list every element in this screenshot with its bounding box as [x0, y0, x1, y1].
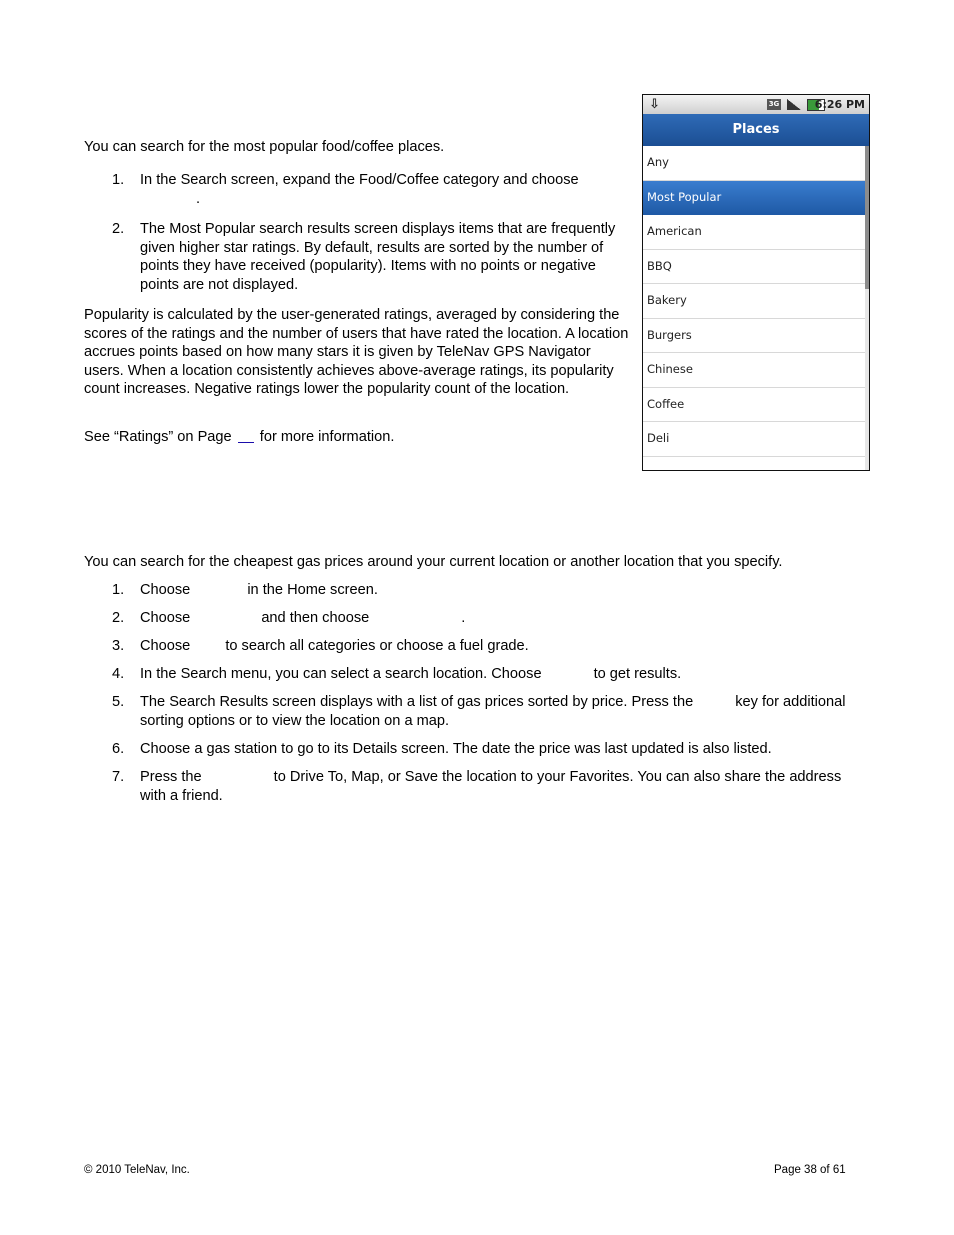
place-item-american[interactable]: American — [643, 215, 865, 250]
place-item-most-popular[interactable]: Most Popular — [643, 181, 865, 216]
step-number: 1. — [112, 582, 125, 598]
places-title-bar: Places — [643, 114, 869, 146]
network-3g-icon: 3G — [768, 100, 780, 108]
step-text-part: . — [461, 610, 466, 626]
places-list — [643, 146, 865, 457]
gas-intro-paragraph: You can search for the cheapest gas prices around your current location or another location that you specify. — [84, 554, 783, 570]
step-number: 3. — [112, 638, 125, 654]
status-clock: 6:26 PM — [814, 98, 865, 111]
see-ratings-text-after: for more information. — [259, 429, 395, 445]
step-text-part: to Drive To, Map, or Save the location to your Favorites. You can also share the address — [273, 769, 842, 785]
popularity-paragraph: Popularity is calculated by the user-generated ratings, averaged by considering the scores of the ratings and the number of users that have rated the location. A location accrues points based on how many stars it is given by TeleNav GPS Navigator users. When a location consistently achieves above-average ratings, its popularity count increases. Negative ratings lower the popularity count of the location. — [84, 307, 629, 397]
step-text-part: Press the — [140, 769, 202, 785]
step-text — [140, 637, 858, 656]
step-number: 7. — [112, 769, 125, 785]
place-item-coffee[interactable]: Coffee — [643, 388, 865, 423]
step-text — [140, 581, 858, 600]
scrollbar-thumb[interactable] — [865, 146, 869, 289]
step-text — [140, 768, 858, 805]
step-text-part: with a friend. — [140, 787, 223, 804]
footer-copyright: © 2010 TeleNav, Inc. — [84, 1164, 190, 1176]
step-text-part: key for additional — [735, 694, 846, 710]
food-intro-paragraph: You can search for the most popular food/coffee places. — [84, 139, 445, 155]
page-reference-link[interactable] — [238, 428, 254, 443]
step-text — [140, 665, 858, 684]
step-text-part: to get results. — [593, 666, 682, 682]
footer-page-number: Page 38 of 61 — [774, 1164, 846, 1176]
status-bar — [643, 95, 869, 114]
step-text-part: and then choose — [261, 610, 370, 626]
place-item-bakery[interactable]: Bakery — [643, 284, 865, 319]
step-number: 1. — [112, 172, 125, 188]
step-text-part: Choose — [140, 582, 191, 598]
step-text-part: Choose — [140, 610, 191, 626]
step-text-line: In the Search screen, expand the Food/Coffee category and choose — [140, 172, 579, 188]
place-item-bbq[interactable]: BBQ — [643, 250, 865, 285]
see-ratings-text: See “Ratings” on Page — [84, 429, 232, 445]
step-text-part: in the Home screen. — [247, 582, 378, 598]
step-text — [140, 171, 620, 208]
step-text — [140, 693, 858, 730]
places-phone-screenshot — [642, 94, 870, 471]
download-icon: ⇩ — [649, 97, 660, 112]
place-item-chinese[interactable]: Chinese — [643, 353, 865, 388]
step-number: 6. — [112, 741, 125, 757]
place-item-deli[interactable]: Deli — [643, 422, 865, 457]
step-number: 2. — [112, 610, 125, 626]
place-item-burgers[interactable]: Burgers — [643, 319, 865, 354]
step-text-part: sorting options or to view the location on a map. — [140, 712, 450, 729]
step-number: 2. — [112, 221, 125, 237]
step-text-part: Choose — [140, 638, 191, 654]
step-text-part: In the Search menu, you can select a search location. Choose — [140, 666, 542, 682]
step-text — [140, 609, 858, 628]
step-text-continuation: . — [196, 190, 201, 207]
step-number: 5. — [112, 694, 125, 710]
step-text-part: to search all categories or choose a fuel grade. — [225, 638, 529, 654]
signal-icon — [787, 99, 801, 110]
place-item-any[interactable]: Any — [643, 146, 865, 181]
step-text-part: The Search Results screen displays with a list of gas prices sorted by price. Press the — [140, 694, 694, 710]
step-text: Choose a gas station to go to its Details screen. The date the price was last updated is also listed. — [140, 741, 772, 757]
list-scrollbar[interactable] — [865, 146, 869, 470]
see-ratings-paragraph — [84, 428, 629, 447]
step-text: The Most Popular search results screen displays items that are frequently given higher star ratings. By default, results are sorted by the number of points they have received (popularity). Items with no points or negative points are not displayed. — [140, 221, 616, 293]
step-number: 4. — [112, 666, 125, 682]
